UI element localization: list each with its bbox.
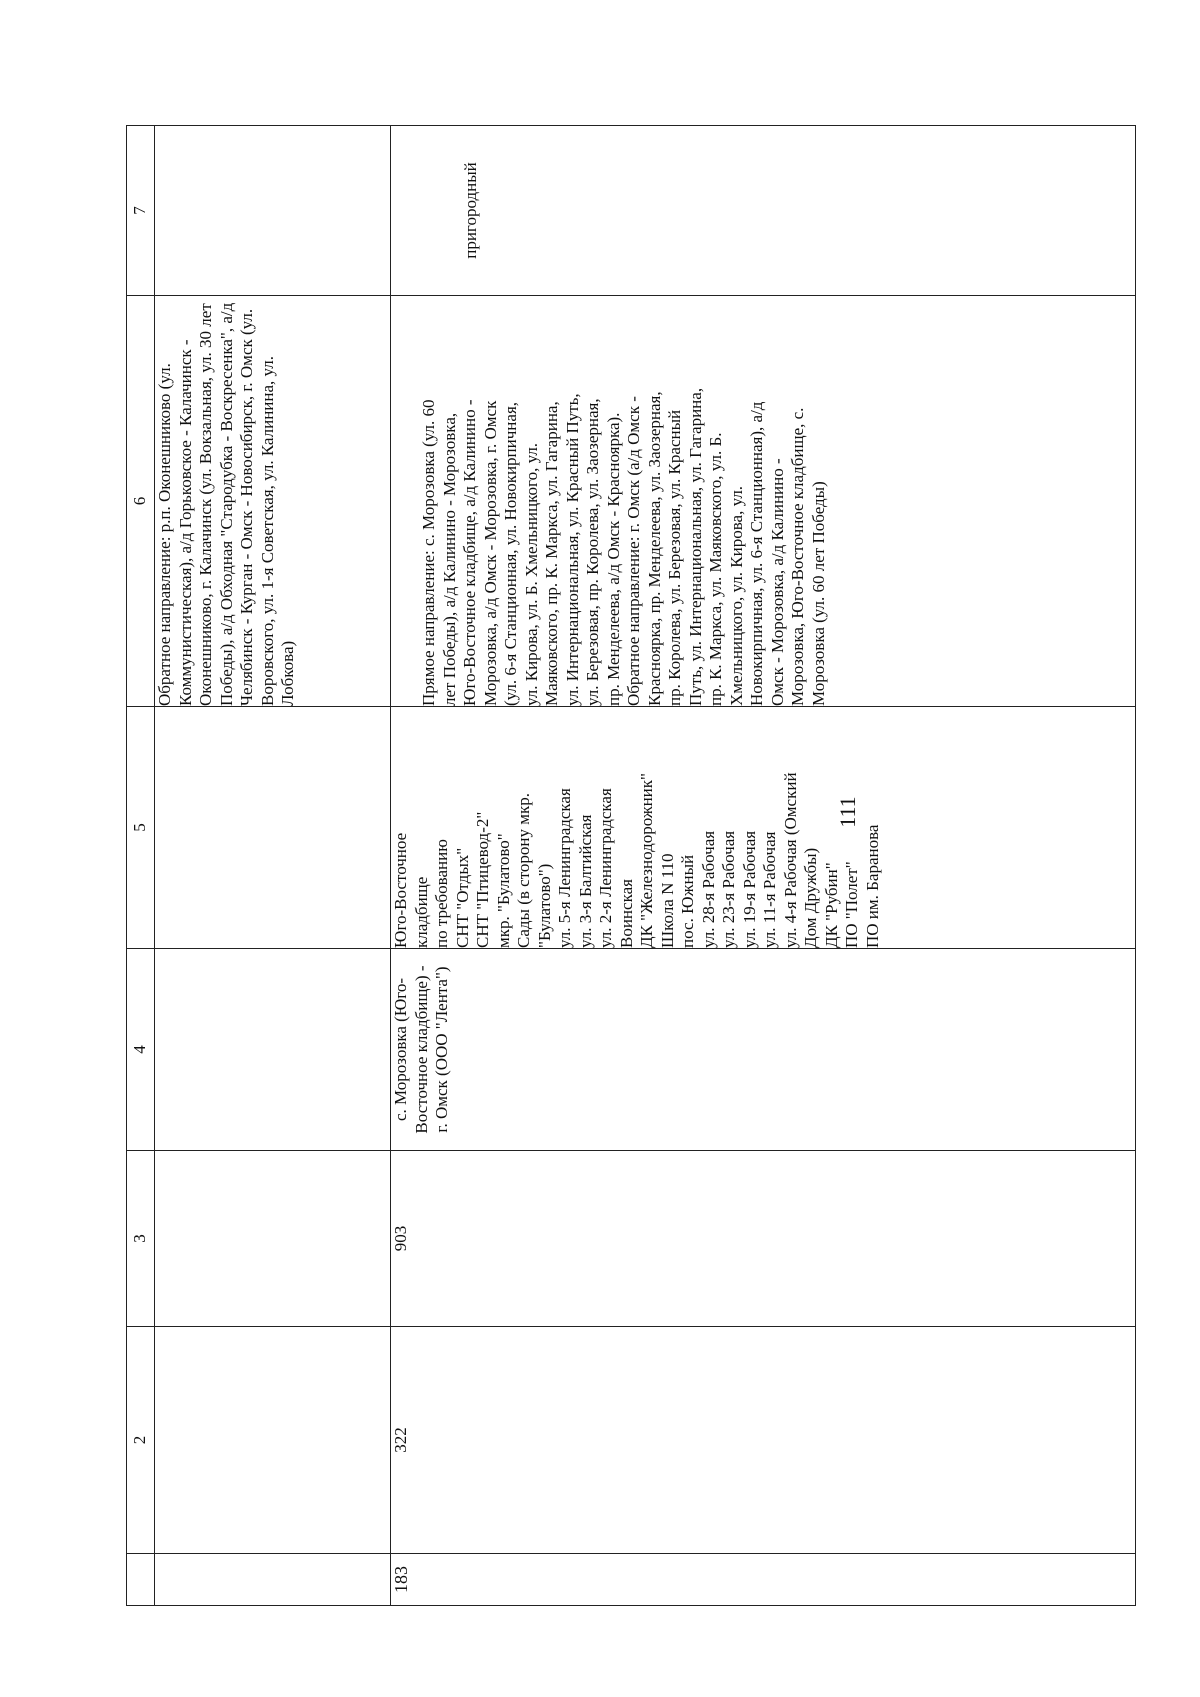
stop-item: Воинская [616,879,636,948]
path-line: Красноярка, пр. Менделеева, ул. Заозерная, [644,391,664,706]
stop-item: ул. 28-я Рабочая [698,830,718,948]
column-number-5: 5 [127,707,155,949]
stop-item: ул. 2-я Ленинградская [596,788,615,948]
stop-item: ул. 11-я Рабочая [760,831,779,948]
column-number-7: 7 [127,126,155,296]
route-type: пригородный [391,126,1136,296]
path-line: пр. Королева, ул. Березовая, ул. Красный [665,409,684,706]
path-line: Маяковского, пр. К. Маркса, ул. Гагарина, [542,401,561,706]
empty-cell [155,1554,391,1606]
path-line: Обратное направление: г. Омск (а/д Омск - [624,396,643,706]
empty-cell [155,949,391,1151]
stop-item: ул. 3-я Балтийская [575,814,595,948]
column-number-4: 4 [127,949,155,1151]
path-line: Новокирпичная, ул. 6-я Станционная), а/д [747,401,766,706]
stop-item: Дом Дружбы) [801,847,820,948]
row-number: 183 [391,1554,1136,1606]
path-line: Морозовка (ул. 60 лет Победы) [808,481,828,706]
route-path [391,296,1136,707]
empty-cell [155,126,391,296]
path-line: ул. Интернациональная, ул. Красный Путь, [562,393,582,706]
stop-item: ПО "Полет" [842,861,861,948]
stop-item: СНТ "Птицевод-2" [473,811,492,948]
column-number-row [127,126,155,1606]
path-line: Омск - Морозовка, а/д Калинино - [767,458,787,706]
path-line: Хмельницкого, ул. Кирова, ул. [726,485,746,706]
path-line: лет Победы), а/д Калинино - Морозовка, [439,412,459,706]
stop-item: пос. Южный [678,854,697,948]
stop-item: Сады (в сторону мкр. [514,792,533,948]
path-line: пр. К. Маркса, ул. Маяковского, ул. Б. [706,432,725,706]
path-line: (ул. 6-я Станционная, ул. Новокирпичная, [501,401,520,706]
path-line: Юго-Восточное кладбище, а/д Калинино - [460,399,479,706]
stop-item: "Булатово") [534,863,554,948]
registration-number: 903 [391,1151,1136,1327]
column-number-3: 3 [127,1151,155,1327]
path-line: Прямое направление: с. Морозовка (ул. 60 [419,399,438,706]
stop-item: ПО им. Баранова [862,824,882,948]
route-name: с. Морозовка (Юго-Восточное кладбище) - г. Омск (ООО "Лента") [391,949,1136,1151]
column-number-6: 6 [127,296,155,707]
stop-item: по требованию [432,839,451,948]
empty-cell [155,1327,391,1554]
stops-list [391,707,1136,949]
column-number-2: 2 [127,1327,155,1554]
stop-item: ДК "Рубин" [821,862,841,948]
stop-item: Школа N 110 [657,853,677,948]
empty-cell [155,707,391,949]
stop-item: кладбище [411,876,431,948]
stop-item: ул. 4-я Рабочая (Омский [780,772,800,948]
route-row [391,126,1136,1606]
stop-item: ул. 19-я Рабочая [739,830,759,948]
stop-item: мкр. "Булатово" [493,833,513,948]
stop-item: ул. 5-я Ленинградская [555,788,574,948]
path-line: Путь, ул. Интернациональная, ул. Гагарина, [685,387,705,706]
continuation-row [155,126,391,1606]
stop-item: СНТ "Отдых" [452,847,472,948]
route-table-sheet [126,126,1136,1606]
stop-item: ул. 23-я Рабочая [719,830,738,948]
path-line: ул. Березовая, пр. Королева, ул. Заозерная, [583,398,602,706]
path-line: Морозовка, Юго-Восточное кладбище, с. [788,407,807,706]
stop-item: Юго-Восточное [391,832,410,948]
stop-item: ДК "Железнодорожник" [637,773,656,948]
reverse-direction-path: Обратное направление: р.п. Оконешниково (ул. Коммунистическая), а/д Горьковское - Калачинск - Оконешниково, г. Калачинск (ул. Вокзальная, ул. 30 лет Победы), а/д Обходная "Стародубка - Воскресенка", а/д Челябинск - Курган - Омск - Новосибирск, г. Омск (ул. Воровского, ул. 1-я Советская, ул. Калинина, ул. Лобкова) [155,296,391,707]
path-line: пр. Менделеева, а/д Омск - Красноярка). [603,412,623,706]
path-line: ул. Кирова, ул. Б. Хмельницкого, ул. [521,442,541,706]
path-line: Морозовка, а/д Омск - Морозовка, г. Омск [480,400,500,706]
column-number-1 [127,1554,155,1606]
route-number: 322 [391,1327,1136,1554]
route-table [126,125,1136,1606]
empty-cell [155,1151,391,1327]
page-number: 111 [835,796,860,828]
